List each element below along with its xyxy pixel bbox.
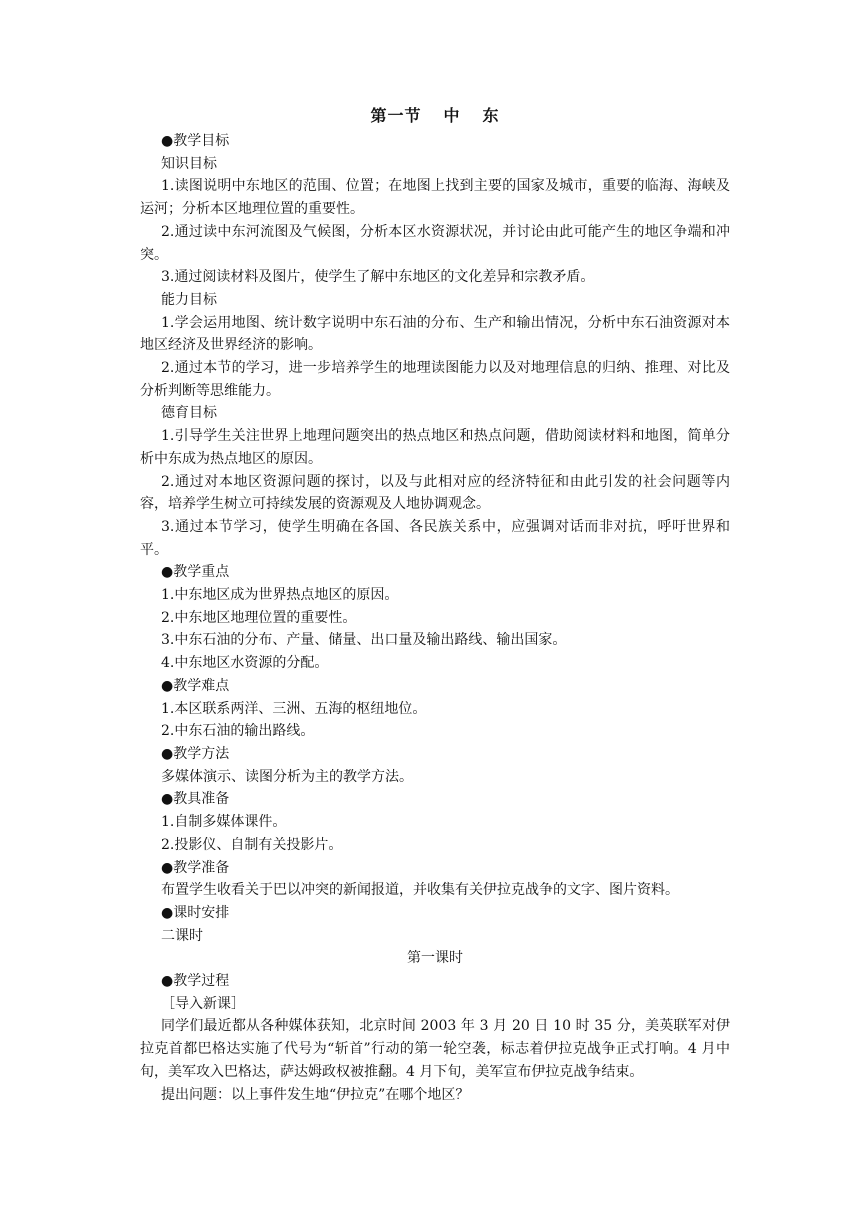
paragraph: 二课时 bbox=[161, 927, 203, 944]
title-part-3: 东 bbox=[482, 106, 500, 125]
paragraph: 3.通过本节学习，使学生明确在各国、各民族关系中，应强调对话而非对抗，呼吁世界和平。 bbox=[140, 518, 730, 558]
list-item: 3.中东石油的分布、产量、储量、出口量及输出路线、输出国家。 bbox=[161, 632, 567, 649]
paragraph: 1.读图说明中东地区的范围、位置；在地图上找到主要的国家及城市，重要的临海、海峡及运河；分析本区地理位置的重要性。 bbox=[140, 178, 730, 218]
paragraph: 提出问题：以上事件发生地“伊拉克”在哪个地区？ bbox=[161, 1086, 470, 1103]
section-heading-difficulties: ●教学难点 bbox=[161, 677, 230, 694]
paragraph: 布置学生收看关于巴以冲突的新闻报道，并收集有关伊拉克战争的文字、图片资料。 bbox=[161, 882, 679, 899]
paragraph: 1.学会运用地图、统计数字说明中东石油的分布、生产和输出情况，分析中东石油资源对本地区经济及世界经济的影响。 bbox=[140, 314, 730, 354]
section-heading-schedule: ●课时安排 bbox=[161, 904, 230, 921]
section-heading-methods: ●教学方法 bbox=[161, 745, 230, 762]
paragraph: 同学们最近都从各种媒体获知，北京时间 2003 年 3 月 20 日 10 时 35 分，美英联军对伊拉克首都巴格达实施了代号为“斩首”行动的第一轮空袭，标志着伊拉克战争正式打响。4 月中旬，美军攻入巴格达，萨达姆政权被推翻。4 月下旬，美军宣布伊拉克战争结束。 bbox=[140, 1018, 730, 1080]
title-part-2: 中 bbox=[443, 106, 461, 125]
paragraph: 2.通过本节的学习，进一步培养学生的地理读图能力以及对地理信息的归纳、推理、对比及分析判断等思维能力。 bbox=[140, 360, 730, 399]
list-item: 1.自制多媒体课件。 bbox=[161, 814, 287, 831]
section-heading-process: ●教学过程 bbox=[161, 973, 230, 990]
document-body bbox=[140, 104, 730, 1106]
section-heading-preparation: ●教学准备 bbox=[161, 859, 230, 876]
subheading-moral: 德育目标 bbox=[161, 405, 217, 422]
lesson-heading: 第一课时 bbox=[407, 950, 463, 967]
page-title bbox=[140, 104, 730, 128]
section-heading-objectives: ●教学目标 bbox=[161, 133, 230, 149]
paragraph: 2.通过读中东河流图及气候图，分析本区水资源状况，并讨论由此可能产生的地区争端和冲突。 bbox=[140, 223, 730, 263]
list-item: 2.中东地区地理位置的重要性。 bbox=[161, 609, 357, 626]
list-item: 4.中东地区水资源的分配。 bbox=[161, 655, 329, 672]
paragraph: 多媒体演示、读图分析为主的教学方法。 bbox=[161, 768, 413, 785]
paragraph: 1.引导学生关注世界上地理问题突出的热点地区和热点问题，借助阅读材料和地图，简单分析中东成为热点地区的原因。 bbox=[140, 428, 730, 467]
list-item: 1.本区联系两洋、三洲、五海的枢纽地位。 bbox=[161, 700, 427, 717]
list-item: 2.中东石油的输出路线。 bbox=[161, 723, 315, 740]
subheading-intro: ［导入新课］ bbox=[161, 995, 245, 1012]
list-item: 1.中东地区成为世界热点地区的原因。 bbox=[161, 587, 399, 604]
subheading-knowledge: 知识目标 bbox=[161, 155, 217, 172]
paragraph: 2.通过对本地区资源问题的探讨，以及与此相对应的经济特征和由此引发的社会问题等内容，培养学生树立可持续发展的资源观及人地协调观念。 bbox=[140, 473, 730, 513]
paragraph: 3.通过阅读材料及图片，使学生了解中东地区的文化差异和宗教矛盾。 bbox=[161, 269, 595, 286]
section-heading-tools: ●教具准备 bbox=[161, 791, 230, 808]
list-item: 2.投影仪、自制有关投影片。 bbox=[161, 836, 343, 853]
subheading-ability: 能力目标 bbox=[161, 291, 217, 308]
section-heading-key-points: ●教学重点 bbox=[161, 564, 230, 581]
title-part-1: 第一节 bbox=[370, 106, 422, 125]
